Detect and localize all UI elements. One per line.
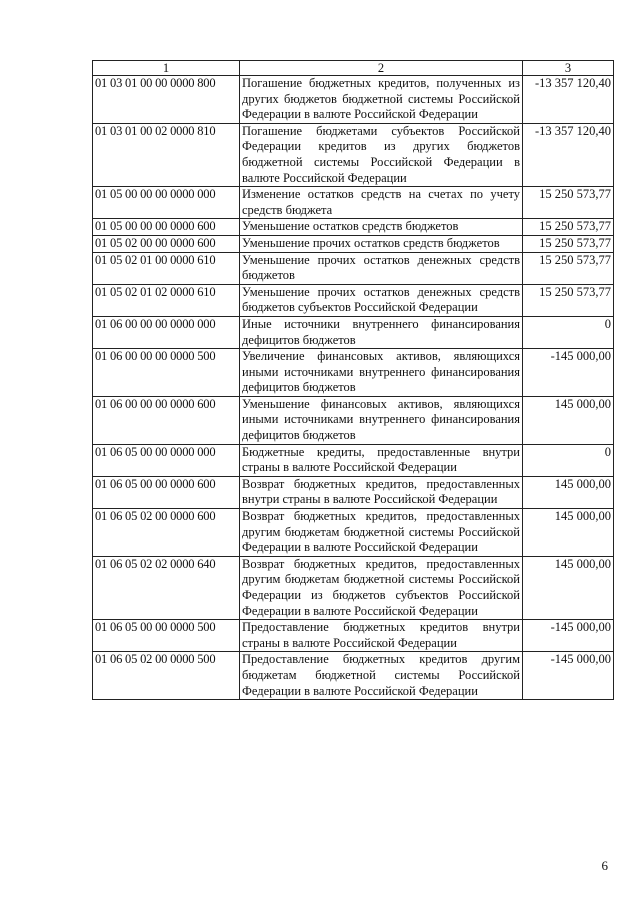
description-cell: Возврат бюджетных кредитов, предоставленных другим бюджетам бюджетной системы Российской Федерации из бюджетов субъектов Российской Федерации в валюте Российской Федерации: [240, 556, 523, 619]
table-row: [93, 219, 614, 236]
budget-code-cell: 01 06 00 00 00 0000 000: [93, 316, 240, 348]
budget-code-cell: 01 05 02 00 00 0000 600: [93, 235, 240, 252]
amount-cell: 15 250 573,77: [523, 187, 614, 219]
table-row: [93, 396, 614, 444]
amount-cell: -13 357 120,40: [523, 123, 614, 186]
budget-code-cell: 01 03 01 00 02 0000 810: [93, 123, 240, 186]
amount-cell: 15 250 573,77: [523, 235, 614, 252]
table-row: [93, 620, 614, 652]
column-header-2: 2: [240, 61, 523, 76]
table-row: [93, 509, 614, 557]
amount-cell: 0: [523, 316, 614, 348]
budget-code-cell: 01 06 05 02 00 0000 600: [93, 509, 240, 557]
column-header-1: 1: [93, 61, 240, 76]
budget-code-cell: 01 06 05 02 00 0000 500: [93, 652, 240, 700]
description-cell: Уменьшение финансовых активов, являющихся иными источниками внутреннего финансирования дефицитов бюджетов: [240, 396, 523, 444]
table-row: [93, 123, 614, 186]
header-row: [93, 61, 614, 76]
amount-cell: -13 357 120,40: [523, 76, 614, 124]
description-cell: Предоставление бюджетных кредитов внутри страны в валюте Российской Федерации: [240, 620, 523, 652]
budget-code-cell: 01 06 05 00 00 0000 000: [93, 444, 240, 476]
description-cell: Погашение бюджетами субъектов Российской Федерации кредитов из других бюджетов бюджетной системы Российской Федерации в валюте Российской Федерации: [240, 123, 523, 186]
amount-cell: 15 250 573,77: [523, 219, 614, 236]
description-cell: Возврат бюджетных кредитов, предоставленных другим бюджетам бюджетной системы Российской Федерации в валюте Российской Федерации: [240, 509, 523, 557]
budget-code-cell: 01 03 01 00 00 0000 800: [93, 76, 240, 124]
table-row: [93, 476, 614, 508]
description-cell: Иные источники внутреннего финансирования дефицитов бюджетов: [240, 316, 523, 348]
table-row: [93, 235, 614, 252]
budget-code-cell: 01 06 00 00 00 0000 500: [93, 349, 240, 397]
description-cell: Уменьшение прочих остатков средств бюджетов: [240, 235, 523, 252]
amount-cell: 145 000,00: [523, 396, 614, 444]
table-row: [93, 349, 614, 397]
amount-cell: 145 000,00: [523, 509, 614, 557]
table-row: [93, 252, 614, 284]
amount-cell: 15 250 573,77: [523, 252, 614, 284]
budget-code-cell: 01 06 05 00 00 0000 600: [93, 476, 240, 508]
description-cell: Погашение бюджетных кредитов, полученных из других бюджетов бюджетной системы Российской Федерации в валюте Российской Федерации: [240, 76, 523, 124]
description-cell: Предоставление бюджетных кредитов другим бюджетам бюджетной системы Российской Федерации в валюте Российской Федерации: [240, 652, 523, 700]
budget-code-cell: 01 06 00 00 00 0000 600: [93, 396, 240, 444]
description-cell: Уменьшение прочих остатков денежных средств бюджетов: [240, 252, 523, 284]
budget-code-cell: 01 05 00 00 00 0000 600: [93, 219, 240, 236]
table-row: [93, 284, 614, 316]
amount-cell: -145 000,00: [523, 620, 614, 652]
description-cell: Бюджетные кредиты, предоставленные внутри страны в валюте Российской Федерации: [240, 444, 523, 476]
description-cell: Возврат бюджетных кредитов, предоставленных внутри страны в валюте Российской Федерации: [240, 476, 523, 508]
budget-code-cell: 01 06 05 00 00 0000 500: [93, 620, 240, 652]
page-number: 6: [601, 858, 608, 873]
amount-cell: -145 000,00: [523, 652, 614, 700]
amount-cell: 145 000,00: [523, 556, 614, 619]
table-row: [93, 187, 614, 219]
description-cell: Изменение остатков средств на счетах по учету средств бюджета: [240, 187, 523, 219]
amount-cell: -145 000,00: [523, 349, 614, 397]
budget-code-cell: 01 05 02 01 00 0000 610: [93, 252, 240, 284]
table-row: [93, 652, 614, 700]
column-header-3: 3: [523, 61, 614, 76]
table-row: [93, 444, 614, 476]
budget-code-cell: 01 06 05 02 02 0000 640: [93, 556, 240, 619]
amount-cell: 0: [523, 444, 614, 476]
table-body: [93, 76, 614, 700]
description-cell: Уменьшение прочих остатков денежных средств бюджетов субъектов Российской Федерации: [240, 284, 523, 316]
table-header: [93, 61, 614, 76]
amount-cell: 15 250 573,77: [523, 284, 614, 316]
description-cell: Увеличение финансовых активов, являющихся иными источниками внутреннего финансирования дефицитов бюджетов: [240, 349, 523, 397]
budget-code-cell: 01 05 00 00 00 0000 000: [93, 187, 240, 219]
table-row: [93, 556, 614, 619]
description-cell: Уменьшение остатков средств бюджетов: [240, 219, 523, 236]
table-row: [93, 76, 614, 124]
table-row: [93, 316, 614, 348]
amount-cell: 145 000,00: [523, 476, 614, 508]
budget-sources-table: [92, 60, 614, 700]
budget-code-cell: 01 05 02 01 02 0000 610: [93, 284, 240, 316]
